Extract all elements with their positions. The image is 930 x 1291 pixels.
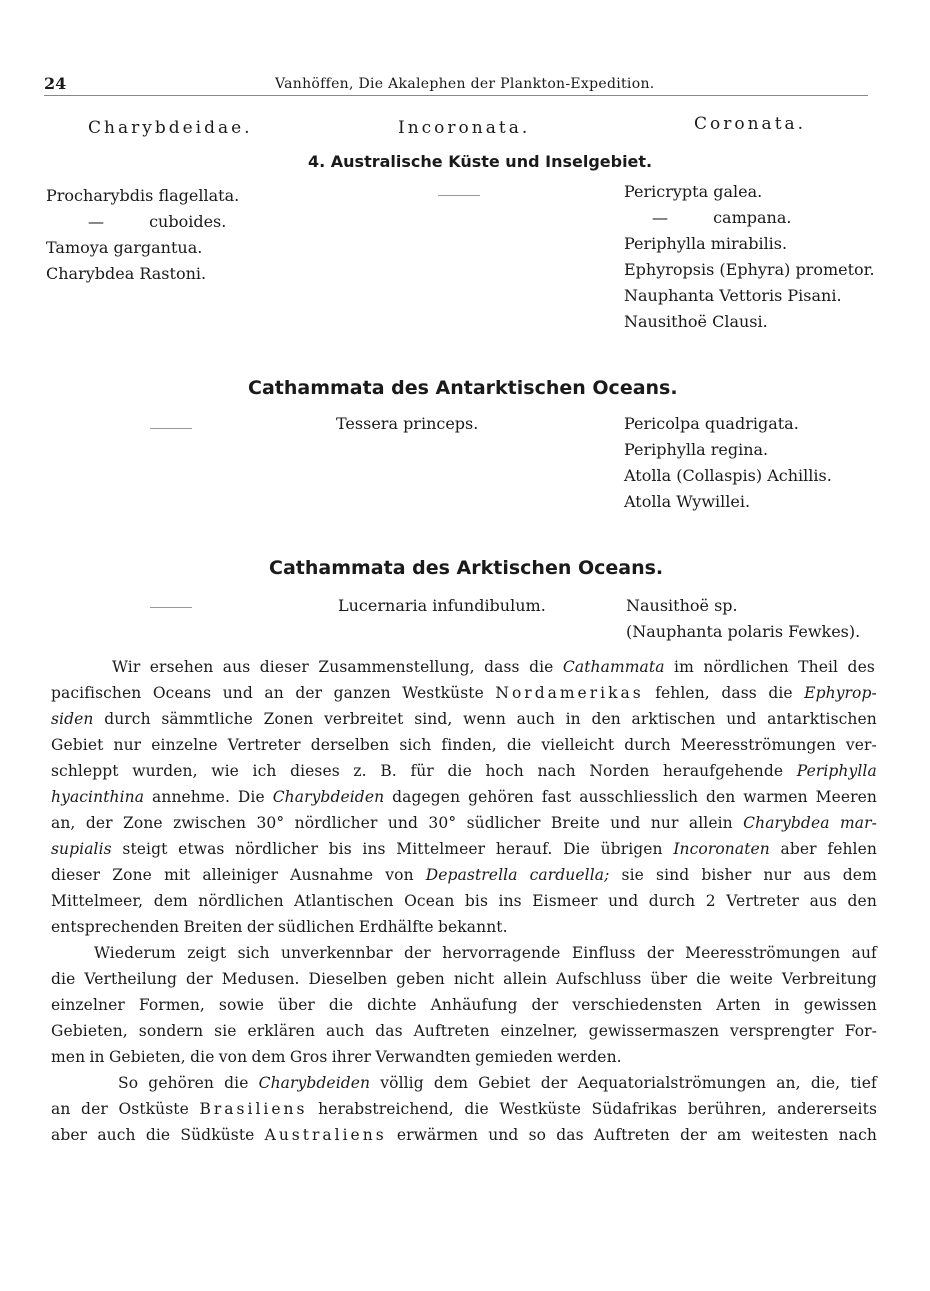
body-word: die — [145, 1126, 171, 1144]
body-word: dieses — [290, 762, 340, 780]
body-word: sind — [656, 866, 690, 884]
body-word: nördlicher — [294, 814, 378, 832]
body-word: gemieden — [474, 1048, 553, 1066]
body-word: nur — [763, 866, 792, 884]
body-word: mit — [164, 866, 191, 884]
body-word: das — [375, 1022, 403, 1040]
body-word: Norden — [589, 762, 650, 780]
body-word: die — [328, 996, 354, 1014]
species-entry: Ephyropsis (Ephyra) prometor. — [624, 260, 875, 279]
body-word: so — [528, 1126, 547, 1144]
body-word: arktischen — [631, 710, 716, 728]
species-entry: Periphylla regina. — [624, 440, 769, 459]
body-word: Periphylla — [796, 762, 877, 780]
body-word: die — [529, 658, 554, 676]
body-word: sie — [621, 866, 644, 884]
body-word: entsprechenden — [51, 918, 180, 936]
body-line — [51, 1044, 877, 1070]
body-word: werden. — [557, 1048, 622, 1066]
body-word: Theil — [798, 658, 839, 676]
body-word: Die — [563, 840, 590, 858]
body-word: für — [410, 762, 434, 780]
body-word: nur — [650, 814, 679, 832]
species-entry: Nausithoë sp. — [626, 596, 738, 615]
body-word: an, — [776, 1074, 801, 1092]
body-word: verbreitet — [324, 710, 404, 728]
body-word: einzelner, — [500, 1022, 578, 1040]
body-word: erwärmen — [396, 1126, 479, 1144]
body-word: Gebiet — [51, 736, 104, 754]
page-number: 24 — [44, 74, 67, 93]
body-word: wurden, — [132, 762, 198, 780]
body-word: sich — [399, 736, 432, 754]
body-word: und — [610, 814, 641, 832]
species-entry: Nauphanta Vettoris Pisani. — [624, 286, 842, 305]
body-word: vielleicht — [541, 736, 615, 754]
section-title-australia: 4. Australische Küste und Inselgebiet. — [308, 152, 653, 171]
body-line — [51, 680, 877, 706]
body-word: derselben — [310, 736, 390, 754]
body-word: durch — [648, 892, 696, 910]
body-word: weite — [729, 970, 773, 988]
body-word: ganzen — [333, 684, 391, 702]
body-word: hoch — [485, 762, 524, 780]
body-word: sämmtliche — [161, 710, 253, 728]
body-word: siden — [51, 710, 94, 728]
body-line — [94, 940, 877, 966]
body-word: an — [264, 684, 284, 702]
body-word: Westküste — [499, 1100, 582, 1118]
empty-column-dash — [438, 195, 480, 196]
body-line — [51, 914, 877, 940]
body-word: die — [190, 1048, 215, 1066]
body-word: sie — [214, 1022, 237, 1040]
body-word: und — [387, 814, 419, 832]
body-word: die — [51, 970, 76, 988]
body-word: der — [680, 1126, 707, 1144]
body-word: sich — [237, 944, 270, 962]
body-word: bis — [464, 892, 489, 910]
body-word: Zone — [123, 814, 163, 832]
body-word: Meeresströmungen — [680, 736, 836, 754]
body-word: nördlichen — [198, 892, 284, 910]
body-word: Einfluss — [571, 944, 636, 962]
body-word: die — [768, 684, 793, 702]
species-entry: Pericolpa quadrigata. — [624, 414, 799, 433]
body-line — [51, 1122, 877, 1148]
body-word: die — [224, 1074, 249, 1092]
body-word: Zusammenstellung, — [318, 658, 475, 676]
body-word: erklären — [247, 1022, 316, 1040]
body-line — [51, 992, 877, 1018]
body-word: aber — [780, 840, 817, 858]
body-word: durch — [104, 710, 151, 728]
body-word: Depastrella — [425, 866, 518, 884]
body-word: Gebiet — [478, 1074, 531, 1092]
body-word: die, — [810, 1074, 841, 1092]
body-word: sowie — [218, 996, 265, 1014]
body-word: herauf. — [495, 840, 553, 858]
body-word: ausschliesslich — [579, 788, 699, 806]
body-word: Erdhälfte — [358, 918, 434, 936]
antarctic-coronata-list — [624, 411, 832, 515]
section-title-antarctic: Cathammata des Antarktischen Oceans. — [248, 377, 678, 399]
body-word: nur — [113, 736, 142, 754]
body-word: finden, — [441, 736, 497, 754]
body-word: gewissen — [803, 996, 877, 1014]
body-word: der — [404, 944, 431, 962]
body-word: in — [774, 996, 790, 1014]
body-line — [51, 810, 877, 836]
body-word: heraufgehende — [662, 762, 784, 780]
body-word: Charybdeiden — [272, 788, 385, 806]
body-word: Vertreter — [726, 892, 800, 910]
body-word: Nordamerikas — [495, 684, 644, 702]
body-word: Mittelmeer, — [51, 892, 144, 910]
species-entry: Tessera princeps. — [336, 414, 479, 433]
body-word: Ocean — [404, 892, 455, 910]
body-word: die — [464, 1100, 489, 1118]
body-word: südlichen — [277, 918, 355, 936]
body-word: Australiens — [264, 1126, 387, 1144]
body-word: dichte — [367, 996, 417, 1014]
body-word: Verbreitung — [781, 970, 877, 988]
body-word: ins — [498, 892, 522, 910]
body-word: Auftreten — [413, 1022, 490, 1040]
species-entry: Pericrypta galea. — [624, 182, 763, 201]
body-word: Dieselben — [308, 970, 388, 988]
antarctic-incoronata-list — [336, 411, 478, 437]
body-word: dem — [153, 892, 188, 910]
species-entry: Lucernaria infundibulum. — [338, 596, 546, 615]
body-word: auch — [516, 710, 555, 728]
body-word: nördlichen — [703, 658, 789, 676]
body-line — [112, 654, 875, 680]
body-word: und — [222, 684, 253, 702]
body-word: aus — [222, 658, 251, 676]
body-word: über — [278, 996, 315, 1014]
body-word: Auftreten — [593, 1126, 670, 1144]
body-word: nicht — [453, 970, 495, 988]
body-word: So — [118, 1074, 139, 1092]
body-word: des — [847, 658, 875, 676]
body-word: Eismeer — [532, 892, 598, 910]
body-line — [51, 836, 877, 862]
body-word: herabstreichend, — [318, 1100, 454, 1118]
body-line — [51, 888, 877, 914]
body-word: sondern — [138, 1022, 204, 1040]
body-word: Zone — [112, 866, 152, 884]
body-word: bisher — [701, 866, 752, 884]
body-word: dieser — [259, 658, 309, 676]
body-line — [51, 1018, 877, 1044]
body-word: durch — [624, 736, 671, 754]
body-word: von — [385, 866, 414, 884]
body-word: zeigt — [187, 944, 227, 962]
body-word: Vertheilung — [84, 970, 177, 988]
body-word: Aufschluss — [556, 970, 642, 988]
body-word: nördlicher — [235, 840, 318, 858]
body-line — [51, 706, 877, 732]
body-word: und — [726, 710, 757, 728]
section-title-arctic: Cathammata des Arktischen Oceans. — [269, 557, 664, 579]
body-word: der — [81, 1100, 108, 1118]
body-word: dem — [251, 1048, 286, 1066]
body-word: der — [295, 684, 323, 702]
species-entry: — cuboides. — [88, 212, 227, 231]
body-word: hervorragende — [442, 944, 561, 962]
body-word: in — [565, 710, 581, 728]
body-word: der — [246, 918, 274, 936]
body-word: steigt — [122, 840, 168, 858]
body-word: Verwandten — [375, 1048, 471, 1066]
body-word: von — [218, 1048, 248, 1066]
species-entry: Tamoya gargantua. — [46, 238, 203, 257]
body-word: Gebieten, — [108, 1048, 186, 1066]
body-word: dass — [721, 684, 757, 702]
body-word: Mittelmeer — [396, 840, 486, 858]
body-word: das — [556, 1126, 584, 1144]
body-word: die — [506, 736, 532, 754]
body-word: wenn — [463, 710, 506, 728]
body-word: Südafrikas — [591, 1100, 678, 1118]
body-word: tief — [850, 1074, 877, 1092]
body-word: über — [650, 970, 688, 988]
body-word: Arten — [716, 996, 761, 1014]
body-word: dem — [433, 1074, 468, 1092]
body-word: alleiniger — [202, 866, 279, 884]
body-word: bekannt. — [437, 918, 508, 936]
empty-column-dash — [150, 607, 192, 608]
body-line — [118, 1070, 877, 1096]
species-entry: Nausithoë Clausi. — [624, 312, 768, 331]
body-word: der — [185, 970, 213, 988]
body-word: den — [705, 788, 736, 806]
australia-coronata-list — [624, 179, 875, 335]
body-word: Formen, — [138, 996, 205, 1014]
body-word: ich — [252, 762, 277, 780]
body-word: übrigen — [600, 840, 663, 858]
body-word: Breiten — [183, 918, 243, 936]
body-word: Zonen — [263, 710, 314, 728]
body-word: auch — [325, 1022, 365, 1040]
column-heading-incoronata: Incoronata. — [398, 118, 531, 138]
arctic-incoronata-list — [338, 593, 546, 619]
body-word: Die — [237, 788, 265, 806]
body-word: etwas — [178, 840, 225, 858]
body-word: am — [717, 1126, 742, 1144]
body-word: ins — [362, 840, 386, 858]
body-word: fehlen — [827, 840, 877, 858]
body-word: dem — [842, 866, 877, 884]
body-word: Meeresströmungen — [685, 944, 841, 962]
body-word: einzelner — [51, 996, 125, 1014]
body-word: und — [488, 1126, 519, 1144]
body-line — [51, 784, 877, 810]
body-word: südlicher — [466, 814, 541, 832]
body-word: völlig — [380, 1074, 424, 1092]
body-word: in — [89, 1048, 105, 1066]
body-word: einzelne — [151, 736, 218, 754]
body-line — [51, 862, 877, 888]
body-word: 30° — [256, 814, 285, 832]
column-heading-coronata: Coronata. — [694, 114, 807, 134]
body-word: ver- — [845, 736, 877, 754]
body-word: Vertreter — [227, 736, 301, 754]
body-word: den — [847, 892, 877, 910]
species-entry: — campana. — [652, 208, 792, 227]
species-entry: Atolla Wywillei. — [624, 492, 751, 511]
species-entry: (Nauphanta polaris Fewkes). — [626, 622, 861, 641]
body-word: bis — [328, 840, 352, 858]
body-word: Ephyrop- — [804, 684, 877, 702]
body-word: Wir — [112, 658, 141, 676]
body-word: verschiedensten — [572, 996, 703, 1014]
body-word: supialis — [51, 840, 112, 858]
body-word: der — [531, 996, 559, 1014]
body-word: wie — [211, 762, 239, 780]
body-word: nach — [838, 1126, 877, 1144]
body-word: Wiederum — [94, 944, 176, 962]
australia-charybdeidae-list — [46, 183, 239, 287]
body-word: pacifischen — [51, 684, 142, 702]
body-word: 2 — [705, 892, 716, 910]
arctic-coronata-list — [626, 593, 860, 645]
running-title: Vanhöffen, Die Akalephen der Plankton-Expedition. — [275, 76, 655, 92]
body-word: nach — [537, 762, 576, 780]
body-word: Atlantischen — [294, 892, 394, 910]
body-word: weitesten — [751, 1126, 829, 1144]
body-word: ersehen — [149, 658, 214, 676]
body-word: im — [674, 658, 694, 676]
body-word: allein — [688, 814, 733, 832]
body-word: carduella; — [529, 866, 610, 884]
body-word: 30° — [428, 814, 457, 832]
body-word: annehme. — [152, 788, 230, 806]
body-line — [51, 966, 877, 992]
body-word: an, — [51, 814, 76, 832]
body-word: mar- — [839, 814, 877, 832]
body-line — [51, 758, 877, 784]
body-word: Medusen. — [221, 970, 300, 988]
body-word: Gros — [289, 1048, 328, 1066]
body-word: der — [646, 944, 674, 962]
species-entry: Periphylla mirabilis. — [624, 234, 788, 253]
body-word: unverkennbar — [280, 944, 393, 962]
body-word: gehören — [468, 788, 534, 806]
body-word: For- — [844, 1022, 877, 1040]
body-word: und — [608, 892, 639, 910]
body-word: versprengter — [730, 1022, 834, 1040]
empty-column-dash — [150, 428, 192, 429]
body-word: aus — [803, 866, 831, 884]
body-word: Ausnahme — [290, 866, 374, 884]
body-word: die — [696, 970, 721, 988]
body-word: der — [540, 1074, 568, 1092]
body-word: sind, — [414, 710, 453, 728]
body-word: Westküste — [402, 684, 484, 702]
body-word: fast — [541, 788, 572, 806]
body-word: warmen — [743, 788, 808, 806]
body-word: Incoronaten — [673, 840, 770, 858]
species-entry: Procharybdis flagellata. — [46, 186, 240, 205]
body-word: Gebieten, — [51, 1022, 128, 1040]
body-word: Brasiliens — [199, 1100, 308, 1118]
body-word: ihrer — [331, 1048, 372, 1066]
body-word: Charybdea — [743, 814, 830, 832]
body-word: Charybdeiden — [258, 1074, 371, 1092]
body-word: Aequatorialströmungen — [577, 1074, 767, 1092]
body-word: fehlen, — [655, 684, 710, 702]
body-word: Oceans — [152, 684, 212, 702]
body-word: die — [447, 762, 472, 780]
body-word: z. — [353, 762, 367, 780]
body-word: auf — [851, 944, 877, 962]
body-line — [51, 732, 877, 758]
body-word: Cathammata — [562, 658, 665, 676]
species-entry: Atolla (Collaspis) Achillis. — [624, 466, 832, 485]
header-rule — [44, 95, 868, 96]
body-word: men — [51, 1048, 86, 1066]
body-word: dieser — [51, 866, 101, 884]
body-word: aus — [809, 892, 838, 910]
body-word: Breite — [550, 814, 600, 832]
body-word: dass — [484, 658, 520, 676]
body-word: auch — [97, 1126, 136, 1144]
body-word: der — [85, 814, 113, 832]
body-word: Anhäufung — [430, 996, 518, 1014]
body-word: an — [51, 1100, 71, 1118]
body-word: dagegen — [392, 788, 461, 806]
body-word: den — [591, 710, 621, 728]
body-word: allein — [503, 970, 548, 988]
body-word: andererseits — [777, 1100, 877, 1118]
body-word: Ostküste — [118, 1100, 189, 1118]
body-word: antarktischen — [767, 710, 877, 728]
species-entry: Charybdea Rastoni. — [46, 264, 207, 283]
body-word: aber — [51, 1126, 88, 1144]
body-word: B. — [380, 762, 397, 780]
body-word: Südküste — [180, 1126, 255, 1144]
body-word: geben — [396, 970, 445, 988]
body-word: hyacinthina — [51, 788, 145, 806]
body-word: zwischen — [173, 814, 247, 832]
body-line — [51, 1096, 877, 1122]
body-word: gehören — [148, 1074, 214, 1092]
body-word: berühren, — [687, 1100, 767, 1118]
body-word: schleppt — [51, 762, 119, 780]
body-word: Meeren — [815, 788, 877, 806]
body-word: gewissermaszen — [588, 1022, 720, 1040]
column-heading-charybdeidae: Charybdeidae. — [88, 118, 253, 138]
